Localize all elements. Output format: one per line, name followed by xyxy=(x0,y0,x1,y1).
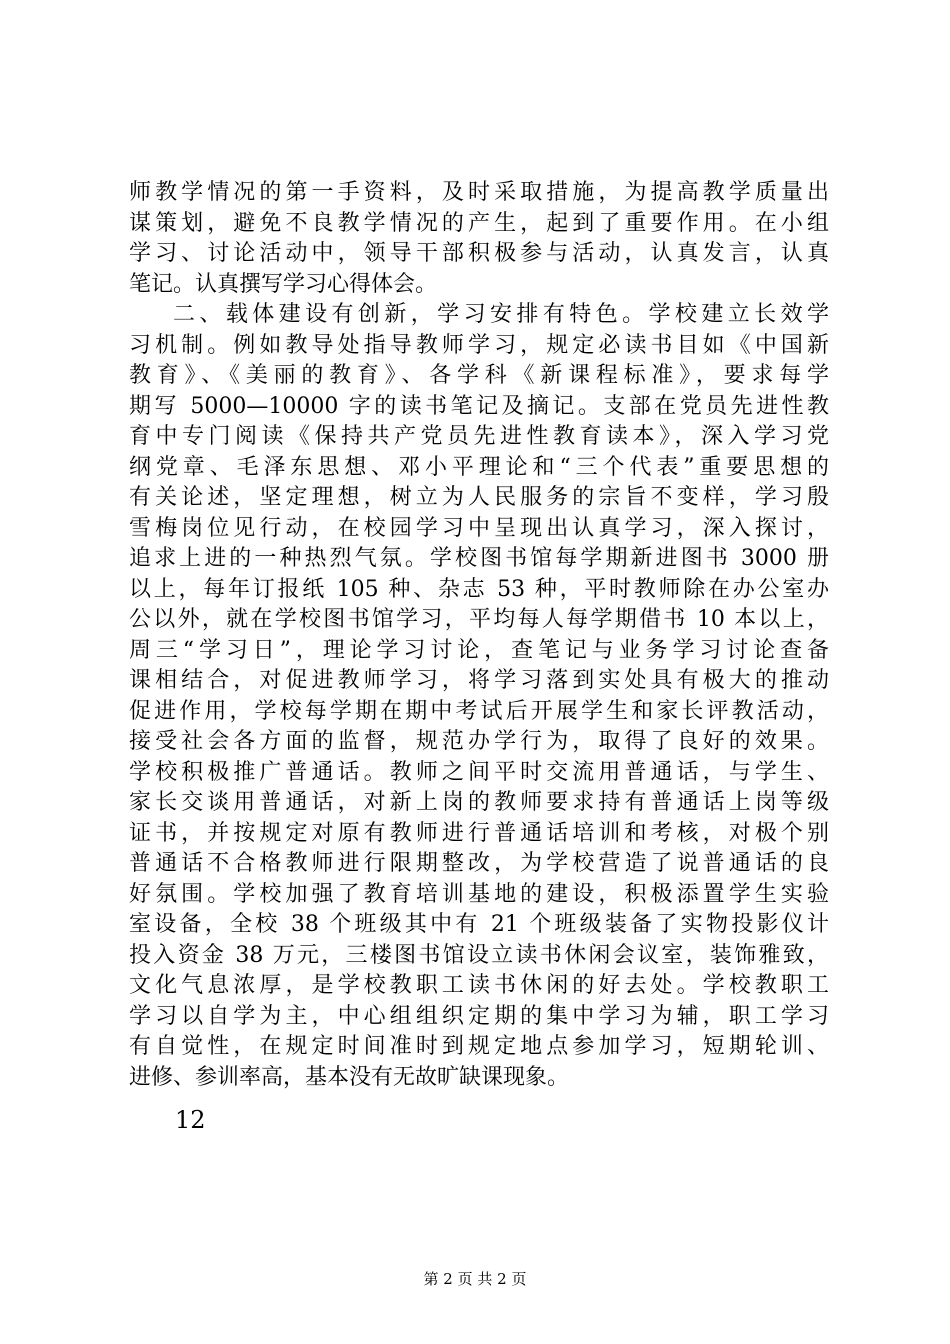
text-line: 学习、讨论活动中，领导干部积极参与活动，认真发言，认真 xyxy=(129,241,829,266)
text-line: 习机制。例如教导处指导教师学习，规定必读书目如《中国新 xyxy=(129,332,829,358)
text-line: 师教学情况的第一手资料，及时采取措施，为提高教学质量出 xyxy=(129,180,829,205)
trailing-number: 12 xyxy=(175,1106,206,1134)
text-line: 有关论述，坚定理想，树立为人民服务的宗旨不变样，学习殷 xyxy=(129,485,829,510)
text-line: 雪梅岗位见行动，在校园学习中呈现出认真学习，深入探讨， xyxy=(129,515,829,541)
body-text xyxy=(129,178,829,1093)
text-line: 课相结合，对促进教师学习，将学习落到实处具有极大的推动 xyxy=(129,668,829,693)
text-line: 好氛围。学校加强了教育培训基地的建设，积极添置学生实验 xyxy=(129,881,829,907)
text-line: 促进作用，学校每学期在期中考试后开展学生和家长评教活动， xyxy=(129,698,829,724)
text-line: 追求上进的一种热烈气氛。学校图书馆每学期新进图书 3000 册 xyxy=(129,546,829,571)
text-line: 文化气息浓厚，是学校教职工读书休闲的好去处。学校教职工 xyxy=(129,973,829,998)
text-line: 学校积极推广普通话。教师之间平时交流用普通话，与学生、 xyxy=(129,759,829,785)
text-line: 进修、参训率高，基本没有无故旷缺课现象。 xyxy=(129,1064,570,1090)
text-line: 纲党章、毛泽东思想、邓小平理论和“三个代表”重要思想的 xyxy=(129,454,829,480)
text-line: 学习以自学为主，中心组组织定期的集中学习为辅，职工学习 xyxy=(129,1003,829,1029)
text-line: 室设备，全校 38 个班级其中有 21 个班级装备了实物投影仪计 xyxy=(129,912,829,937)
text-line: 公以外，就在学校图书馆学习，平均每人每学期借书 10 本以上， xyxy=(129,607,829,632)
text-line: 有自觉性，在规定时间准时到规定地点参加学习，短期轮训、 xyxy=(129,1034,829,1059)
text-line: 育中专门阅读《保持共产党员先进性教育读本》，深入学习党 xyxy=(129,424,829,449)
text-line: 周三“学习日”，理论学习讨论，查笔记与业务学习讨论查备 xyxy=(129,637,829,663)
text-line: 教育》、《美丽的教育》、各学科《新课程标准》，要求每学 xyxy=(129,363,829,388)
text-line: 证书，并按规定对原有教师进行普通话培训和考核，对极个别 xyxy=(129,820,829,846)
text-line: 普通话不合格教师进行限期整改，为学校营造了说普通话的良 xyxy=(129,851,829,876)
page-footer: 第 2 页 共 2 页 xyxy=(423,1270,527,1288)
text-line: 接受社会各方面的监督，规范办学行为，取得了良好的效果。 xyxy=(129,729,829,754)
text-line: 家长交谈用普通话，对新上岗的教师要求持有普通话上岗等级 xyxy=(129,790,829,815)
text-line: 谋策划，避免不良教学情况的产生，起到了重要作用。在小组 xyxy=(129,210,829,236)
text-line: 以上，每年订报纸 105 种、杂志 53 种，平时教师除在办公室办 xyxy=(129,576,829,602)
text-line: 期写 5000—10000 字的读书笔记及摘记。支部在党员先进性教 xyxy=(129,393,829,419)
text-line: 二、载体建设有创新，学习安排有特色。学校建立长效学 xyxy=(173,302,829,327)
text-line: 投入资金 38 万元，三楼图书馆设立读书休闲会议室，装饰雅致， xyxy=(129,942,829,968)
text-line: 笔记。认真撰写学习心得体会。 xyxy=(129,271,438,297)
